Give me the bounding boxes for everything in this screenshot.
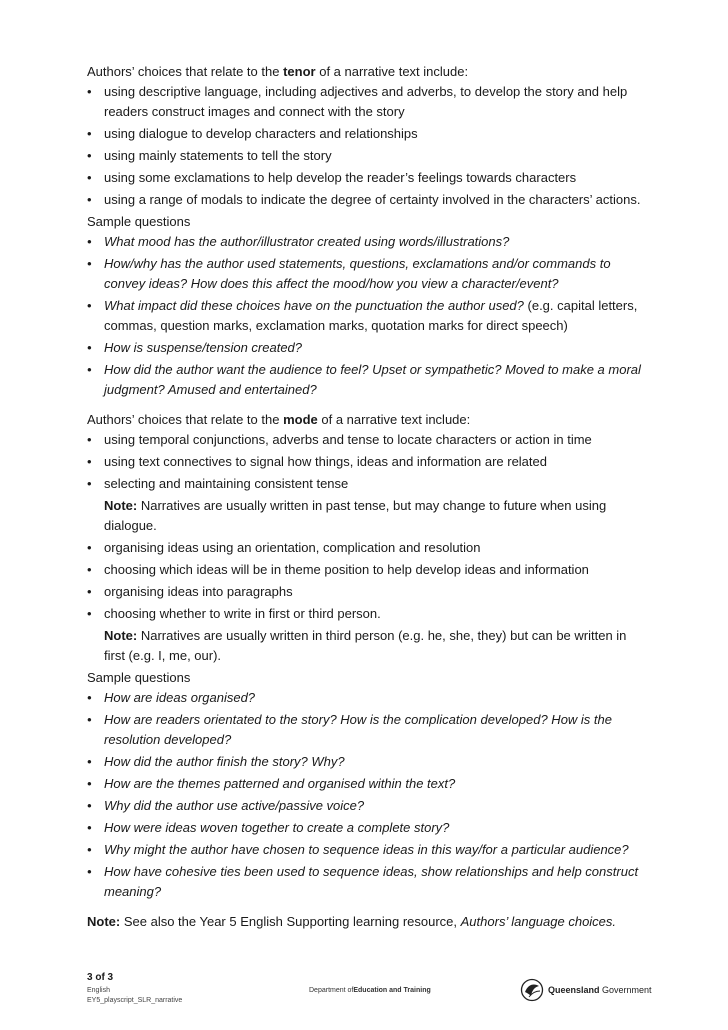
mode-intro: Authors’ choices that relate to the mode of a narrative text include:: [87, 412, 471, 427]
list-item: • Why did the author use active/passive voice?: [87, 798, 365, 813]
tenor-questions-list: [87, 232, 647, 400]
list-item: • How are ideas organised?: [87, 690, 256, 705]
queensland-government-logo: [520, 978, 650, 1002]
list-item: • choosing which ideas will be in theme position to help develop ideas and information: [87, 562, 589, 577]
mode-choices-list: [87, 430, 647, 494]
tenor-keyword: tenor: [283, 64, 316, 79]
mode-questions-list: [87, 688, 647, 902]
list-item: • How have cohesive ties been used to sequence ideas, show relationships and help construct meaning?: [87, 864, 639, 899]
page-number: 3 of 3: [87, 972, 114, 983]
person-note: Note: Narratives are usually written in third person (e.g. he, she, they) but can be written in first (e.g. I, me, our).: [104, 628, 627, 663]
list-item: • How are readers orientated to the story? How is the complication developed? How is the resolution developed?: [87, 712, 612, 747]
list-item: • How did the author finish the story? Why?: [87, 754, 345, 769]
tense-note: Note: Narratives are usually written in past tense, but may change to future when using dialogue.: [104, 498, 607, 533]
tenor-choices-list: [87, 82, 647, 210]
list-item: • What impact did these choices have on the punctuation the author used? (e.g. capital letters, commas, question marks, exclamation marks, quotation marks for direct speech): [87, 298, 638, 333]
list-item: • using temporal conjunctions, adverbs and tense to locate characters or action in time: [87, 432, 592, 447]
document-body: [87, 62, 647, 945]
mode-choices-list-continued: [87, 538, 647, 624]
list-item: • using mainly statements to tell the story: [87, 148, 332, 163]
footer-subject: English: [87, 987, 110, 994]
list-item: • choosing whether to write in first or third person.: [87, 606, 381, 621]
sample-questions-heading: Sample questions: [87, 670, 191, 685]
government-wordmark: Queensland Government: [548, 985, 652, 995]
list-item: • Why might the author have chosen to sequence ideas in this way/for a particular audience?: [87, 842, 629, 857]
list-item: • How were ideas woven together to create a complete story?: [87, 820, 450, 835]
list-item: • organising ideas using an orientation, complication and resolution: [87, 540, 481, 555]
list-item: • How/why has the author used statements, questions, exclamations and/or commands to convey ideas? How does this affect the mood/how you view a character/event?: [87, 256, 611, 291]
list-item: • organising ideas into paragraphs: [87, 584, 293, 599]
page-footer: [87, 972, 652, 1012]
footer-filename: EY5_playscript_SLR_narrative: [87, 997, 183, 1004]
queensland-crest-icon: [520, 978, 544, 1002]
sample-questions-heading: Sample questions: [87, 214, 191, 229]
list-item: • using a range of modals to indicate the degree of certainty involved in the characters’ actions.: [87, 192, 641, 207]
list-item: • How did the author want the audience to feel? Upset or sympathetic? Moved to make a moral judgment? Amused and entertained?: [87, 362, 641, 397]
see-also-note: Note: See also the Year 5 English Supporting learning resource, Authors’ language choices.: [87, 914, 617, 929]
list-item: • using dialogue to develop characters and relationships: [87, 126, 418, 141]
list-item: • using some exclamations to help develop the reader’s feelings towards characters: [87, 170, 577, 185]
list-item: • using descriptive language, including adjectives and adverbs, to develop the story and help readers construct images and connect with the story: [87, 84, 628, 119]
list-item: • What mood has the author/illustrator created using words/illustrations?: [87, 234, 510, 249]
tenor-intro: Authors’ choices that relate to the tenor of a narrative text include:: [87, 64, 469, 79]
list-item: • using text connectives to signal how things, ideas and information are related: [87, 454, 547, 469]
list-item: • selecting and maintaining consistent tense: [87, 476, 349, 491]
mode-keyword: mode: [283, 412, 318, 427]
list-item: • How is suspense/tension created?: [87, 340, 303, 355]
department-name: Department ofEducation and Training: [309, 987, 431, 994]
list-item: • How are the themes patterned and organised within the text?: [87, 776, 456, 791]
